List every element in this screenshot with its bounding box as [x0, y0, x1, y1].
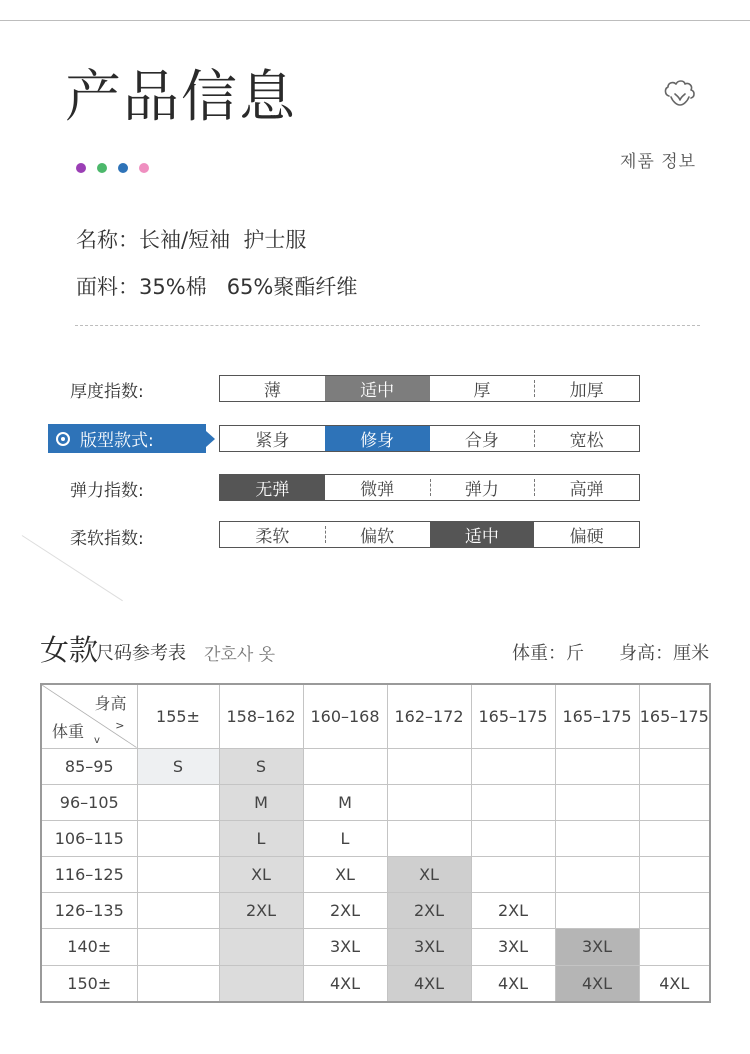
fabric-label: 面料：	[76, 275, 139, 299]
size-cell: 3XL	[555, 928, 639, 965]
size-cell: 3XL	[387, 928, 471, 965]
size-cell: 4XL	[303, 965, 387, 1002]
thickness-label: 厚度指数:	[70, 382, 144, 402]
size-cell	[137, 928, 219, 965]
size-cell	[639, 928, 710, 965]
size-cell	[639, 820, 710, 856]
fit-style-option: 合身	[464, 431, 499, 451]
fabric-row	[76, 271, 357, 301]
fit-style-option: 宽松	[534, 426, 639, 451]
height-arrow: >	[115, 719, 125, 732]
elasticity-label: 弹力指数:	[70, 481, 144, 501]
color-dot-purple	[76, 163, 86, 173]
fit-style-scale	[219, 425, 640, 452]
size-cell: 2XL	[387, 892, 471, 928]
color-dot-pink	[139, 163, 149, 173]
size-cell	[219, 965, 303, 1002]
size-chart-subtitle-korean: 간호사 옷	[204, 645, 276, 665]
height-header: 155±	[137, 684, 219, 748]
weight-cell: 140±	[41, 928, 137, 965]
fit-style-option-selected: 修身	[325, 426, 430, 451]
size-cell	[639, 892, 710, 928]
size-cell: 4XL	[555, 965, 639, 1002]
thickness-option: 加厚	[534, 376, 639, 401]
table-row	[41, 892, 710, 928]
size-cell	[639, 784, 710, 820]
thickness-scale	[219, 375, 640, 402]
height-axis-label: 身高	[94, 694, 127, 713]
size-cell: S	[219, 748, 303, 784]
size-cell	[471, 820, 555, 856]
size-cell	[639, 748, 710, 784]
height-header: 165–175	[639, 684, 710, 748]
softness-option-selected: 适中	[430, 522, 535, 547]
height-header: 162–172	[387, 684, 471, 748]
size-cell	[555, 856, 639, 892]
weight-cell: 150±	[41, 965, 137, 1002]
size-cell	[303, 748, 387, 784]
fit-style-label	[48, 424, 206, 453]
size-cell	[137, 784, 219, 820]
size-cell	[471, 784, 555, 820]
size-cell: M	[219, 784, 303, 820]
thickness-option: 厚	[473, 381, 491, 401]
table-row	[41, 784, 710, 820]
size-chart-table	[40, 683, 711, 1003]
size-cell	[387, 748, 471, 784]
size-cell	[555, 892, 639, 928]
elasticity-option-selected: 无弹	[220, 475, 325, 500]
color-dot-green	[97, 163, 107, 173]
size-cell	[137, 965, 219, 1002]
color-dots	[76, 163, 149, 173]
softness-label: 柔软指数:	[70, 529, 144, 549]
weight-axis-label: 体重	[52, 721, 85, 741]
size-cell: L	[219, 820, 303, 856]
size-cell: 3XL	[471, 928, 555, 965]
units-note: 体重：斤 身高：厘米	[512, 643, 710, 664]
size-cell	[471, 856, 555, 892]
size-cell: 4XL	[471, 965, 555, 1002]
table-row	[41, 928, 710, 965]
size-cell	[219, 928, 303, 965]
size-chart-subtitle: 尺码参考表	[96, 643, 186, 664]
cotton-icon	[662, 76, 698, 112]
elasticity-option: 弹力	[430, 475, 535, 500]
color-dot-blue	[118, 163, 128, 173]
table-corner-cell	[41, 684, 137, 748]
size-chart-title: 女款	[40, 633, 99, 667]
top-divider	[0, 20, 750, 21]
product-name-label: 名称：	[76, 228, 139, 252]
size-cell	[471, 748, 555, 784]
size-cell	[137, 820, 219, 856]
thickness-option: 薄	[263, 381, 281, 401]
weight-cell: 116–125	[41, 856, 137, 892]
size-cell	[137, 856, 219, 892]
weight-cell: 126–135	[41, 892, 137, 928]
size-cell: 2XL	[303, 892, 387, 928]
table-row	[41, 748, 710, 784]
size-cell	[639, 856, 710, 892]
page-title: 产品信息	[65, 65, 297, 130]
height-header: 158–162	[219, 684, 303, 748]
subtitle-korean: 제품 정보	[620, 152, 697, 172]
size-cell: XL	[387, 856, 471, 892]
size-cell	[555, 748, 639, 784]
softness-option: 柔软	[255, 527, 290, 547]
elasticity-option: 高弹	[534, 475, 639, 500]
table-row	[41, 965, 710, 1002]
table-row	[41, 820, 710, 856]
size-cell: S	[137, 748, 219, 784]
height-header: 165–175	[471, 684, 555, 748]
size-cell	[387, 820, 471, 856]
weight-cell: 106–115	[41, 820, 137, 856]
size-cell	[387, 784, 471, 820]
product-name-row	[76, 224, 306, 254]
size-cell: 2XL	[471, 892, 555, 928]
fabric-value: 35%棉 65%聚酯纤维	[139, 275, 358, 299]
fit-style-option: 紧身	[255, 431, 290, 451]
softness-option: 偏硬	[569, 527, 604, 547]
size-cell: 4XL	[387, 965, 471, 1002]
weight-arrow: v	[94, 734, 100, 746]
size-cell: XL	[219, 856, 303, 892]
product-name-value: 长袖/短袖 护士服	[139, 228, 307, 252]
weight-cell: 96–105	[41, 784, 137, 820]
height-header: 160–168	[303, 684, 387, 748]
size-cell: 2XL	[219, 892, 303, 928]
size-cell: 4XL	[639, 965, 710, 1002]
size-cell	[555, 820, 639, 856]
radio-dot-icon	[56, 432, 70, 446]
thickness-option-selected: 适中	[325, 376, 430, 401]
size-cell: L	[303, 820, 387, 856]
size-cell: XL	[303, 856, 387, 892]
weight-cell: 85–95	[41, 748, 137, 784]
fit-style-label-text: 版型款式:	[80, 431, 154, 451]
size-cell	[555, 784, 639, 820]
softness-scale	[219, 521, 640, 548]
size-cell	[137, 892, 219, 928]
height-header: 165–175	[555, 684, 639, 748]
table-header-row	[41, 684, 710, 748]
size-cell: 3XL	[303, 928, 387, 965]
dashed-divider	[75, 325, 700, 326]
elasticity-scale	[219, 474, 640, 501]
elasticity-option: 微弹	[360, 480, 395, 500]
size-cell: M	[303, 784, 387, 820]
table-row	[41, 856, 710, 892]
softness-option: 偏软	[325, 522, 430, 547]
